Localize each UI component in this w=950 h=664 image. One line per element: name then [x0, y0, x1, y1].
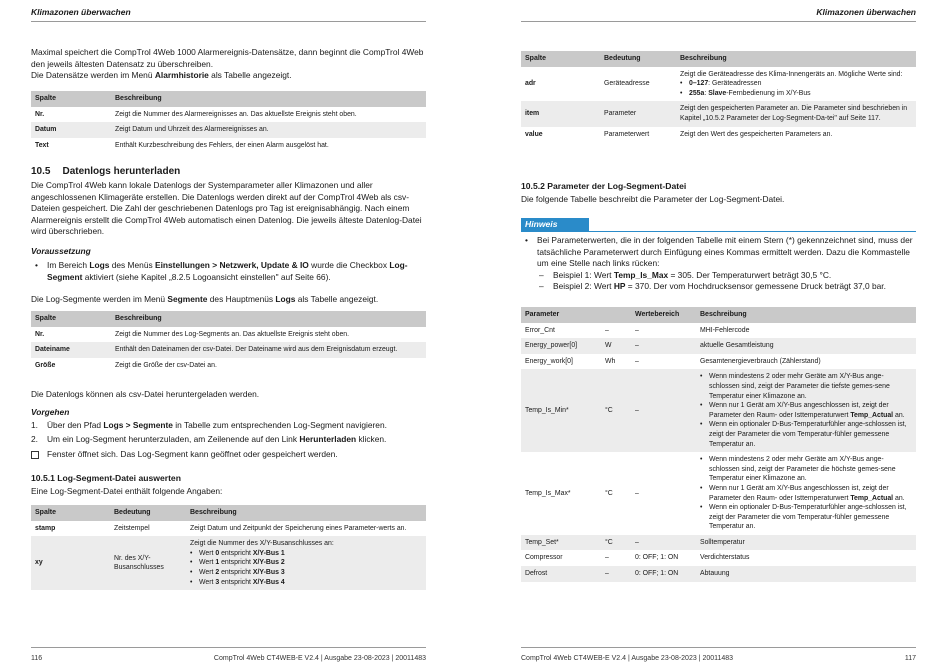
table-cell: °C — [601, 535, 631, 551]
table-cell: Text — [31, 138, 111, 154]
table-cell: Temp_Is_Min* — [521, 369, 601, 452]
table-cell: Verdichterstatus — [696, 550, 916, 566]
table-cell: Energy_work[0] — [521, 354, 601, 370]
table-cell: Enthält Kurzbeschreibung des Fehlers, der einen Alarm ausgelöst hat. — [111, 138, 426, 154]
table-cell: item — [521, 101, 600, 126]
list-item: • Wert 0 entspricht X/Y-Bus 1 — [190, 549, 422, 559]
prerequisite-block — [31, 246, 426, 283]
running-header: Klimazonen überwachen — [31, 7, 131, 17]
table-cell — [696, 369, 916, 452]
log-file-table — [31, 505, 426, 590]
table-cell: Error_Cnt — [521, 323, 601, 339]
list-item: • 255a: Slave-Fernbedienung im X/Y-Bus — [680, 89, 912, 99]
column-header: Bedeutung — [110, 505, 186, 521]
table-cell: – — [631, 354, 696, 370]
table-row — [521, 535, 916, 551]
procedure-step: 1. Über den Pfad Logs > Segmente in Tabelle zum entsprechenden Log-Segment navigieren. — [31, 420, 387, 430]
table-cell: – — [631, 535, 696, 551]
table-cell: Zeigt die Größe der csv-Datei an. — [111, 358, 426, 374]
list-item: • Wenn nur 1 Gerät am X/Y-Bus angeschlossen ist, zeigt der Parameter den Raum- oder Isttemperaturwert Temp_Actual an. — [700, 484, 912, 503]
table-row — [31, 342, 426, 358]
table-row — [31, 138, 426, 154]
intro-menu-paragraph: Die Datensätze werden im Menü Alarmhistorie als Tabelle angezeigt. — [31, 70, 292, 81]
table-cell: Parameterwert — [600, 127, 676, 143]
subsection-10-5-2 — [521, 181, 916, 206]
table-cell: Enthält den Dateinamen der csv-Datei. Der Dateiname wird aus dem Ereignisdatum erzeugt. — [111, 342, 426, 358]
note-example: – Beispiel 1: Wert Temp_Is_Max = 305. Der Temperaturwert beträgt 30,5 °C. — [521, 270, 916, 282]
table-cell: aktuelle Gesamtleistung — [696, 338, 916, 354]
footer-rule — [31, 647, 426, 648]
page-number: 116 — [31, 655, 43, 662]
table-cell: Größe — [31, 358, 111, 374]
table-cell: Zeigt die Nummer des Log-Segments an. Das aktuellste Ereignis steht oben. — [111, 327, 426, 343]
table-row — [31, 536, 426, 590]
intro-block — [31, 47, 426, 82]
note-box — [521, 214, 916, 293]
log-segments-table — [31, 311, 426, 373]
left-page — [31, 0, 426, 664]
table-cell: stamp — [31, 521, 110, 537]
footer-doc-info: CompTrol 4Web CT4WEB-E V2.4 | Ausgabe 23-08-2023 | 20011483 — [213, 655, 426, 662]
footer-rule — [521, 647, 916, 648]
table-cell: Nr. — [31, 327, 111, 343]
table-row — [31, 521, 426, 537]
table-cell: Datum — [31, 122, 111, 138]
table-cell: Zeitstempel — [110, 521, 186, 537]
intro-paragraph: Maximal speichert die CompTrol 4Web 1000 Alarmereignis-Datensätze, dann beginnt die CompTrol 4Web den jeweils ältesten Datensatz zu überschreiben. — [31, 47, 424, 69]
table-row — [521, 323, 916, 339]
table-cell: Defrost — [521, 566, 601, 582]
table-cell: Zeigt die Nummer des X/Y-Busanschlusses an: • Wert 0 entspricht X/Y-Bus 1 • Wert 1 entspricht X/Y-Bus 2 • Wert 2 entspricht X/Y-Bus 3 • Wert 3 entspricht X/Y-Bus 4 — [186, 536, 426, 590]
table-cell: – — [631, 323, 696, 339]
table-cell: Abtauung — [696, 566, 916, 582]
table-cell: – — [601, 323, 631, 339]
table-cell: W — [601, 338, 631, 354]
header-rule — [31, 21, 426, 22]
list-item: • Wenn mindestens 2 oder mehr Geräte am X/Y-Bus ange-schlossen sind, zeigt der Parameter die höchste gemes-sene Temperatur einer Klimazone an. — [700, 455, 912, 484]
table-cell: 0: OFF; 1: ON — [631, 550, 696, 566]
parameter-table — [521, 307, 916, 582]
column-header: Spalte — [31, 505, 110, 521]
table-row — [31, 122, 426, 138]
table-cell: Zeigt den gespeicherten Parameter an. Die Parameter sind beschrieben in Kapitel „10.5.2 Parameter der Log-Segment-Da-tei" auf Seite 117. — [676, 101, 916, 126]
list-item: • Wenn ein optionaler D-Bus-Temperaturfühler ange-schlossen ist, zeigt der Parameter die vom Temperatur-fühler gemessene Temperatur an. — [700, 503, 912, 532]
table-cell: Geräteadresse — [600, 67, 676, 102]
segments-intro: Die Log-Segmente werden im Menü Segmente des Hauptmenüs Logs als Tabelle angezeigt. — [31, 294, 379, 304]
subsection-paragraph: Die folgende Tabelle beschreibt die Parameter der Log-Segment-Datei. — [521, 194, 785, 204]
list-item: • Wert 2 entspricht X/Y-Bus 3 — [190, 568, 422, 578]
table-cell: Zeigt die Geräteadresse des Klima-Innengeräts an. Mögliche Werte sind: • 0–127: Geräteadressen • 255a: Slave-Fernbedienung im X/Y-Bus — [676, 67, 916, 102]
section-10-5 — [31, 166, 426, 238]
note-example: – Beispiel 2: Wert HP = 370. Der vom Hochdrucksensor gemessene Druck beträgt 37,0 bar. — [521, 281, 916, 293]
prerequisite-heading: Voraussetzung — [31, 246, 91, 256]
running-header: Klimazonen überwachen — [816, 7, 916, 17]
table-row — [521, 67, 916, 102]
procedure-heading: Vorgehen — [31, 407, 70, 417]
table-cell: Compressor — [521, 550, 601, 566]
section-paragraph: Die CompTrol 4Web kann lokale Datenlogs der Systemparameter aller Klimazonen und aller angeschlossenen Klimageräte erstellen. Die Datenlogs werden direkt auf der CompTrol 4Web als csv-Dateien gespeichert. Die Zahl der geschriebenen Datenlogs pro Tag ist ereignisabhängig. Nach einem Alarmereignis erstellt die CompTrol 4Web automatisch einen Datenlog. Die jeweils älteste Datenlog-Datei wird überschrieben. — [31, 180, 422, 237]
subsection-paragraph: Eine Log-Segment-Datei enthält folgende Angaben: — [31, 486, 223, 496]
table-cell: °C — [601, 452, 631, 535]
list-item: • Wenn ein optionaler D-Bus-Temperaturfühler ange-schlossen ist, zeigt der Parameter die vom Temperatur-fühler gemessene Temperatur an. — [700, 420, 912, 449]
page-number: 117 — [904, 655, 916, 662]
table-row — [521, 550, 916, 566]
note-text: • Bei Parameterwerten, die in der folgenden Tabelle mit einem Stern (*) gekennzeichnet sind, muss der tatsächliche Parameterwert durch Einfügung eines Kommas ermittelt werden. Dazu die Kommastelle um eine Stelle nach links rücken: — [521, 235, 916, 270]
table-row — [31, 107, 426, 123]
table-row — [521, 101, 916, 126]
footer-doc-info: CompTrol 4Web CT4WEB-E V2.4 | Ausgabe 23-08-2023 | 20011483 — [521, 655, 734, 662]
table-row — [31, 327, 426, 343]
table-cell: value — [521, 127, 600, 143]
table-cell: Temp_Is_Max* — [521, 452, 601, 535]
log-file-table-continued — [521, 51, 916, 142]
table-cell: Nr. des X/Y-Busanschlusses — [110, 536, 186, 590]
checkbox-icon — [31, 451, 39, 459]
section-heading: 10.5 Datenlogs herunterladen — [31, 166, 181, 177]
table-cell: – — [601, 550, 631, 566]
column-header: Beschreibung — [696, 307, 916, 323]
procedure-result: Fenster öffnet sich. Das Log-Segment kann geöffnet oder gespeichert werden. — [31, 449, 426, 461]
table-cell: Zeigt Datum und Zeitpunkt der Speicherung eines Parameter-werts an. — [186, 521, 426, 537]
table-cell: Zeigt den Wert des gespeicherten Parameters an. — [676, 127, 916, 143]
table-cell: – — [601, 566, 631, 582]
table-cell: Wh — [601, 354, 631, 370]
list-item: • Wenn mindestens 2 oder mehr Geräte am X/Y-Bus ange-schlossen sind, zeigt der Parameter die tiefste gemes-sene Temperatur einer Klimazone an. — [700, 372, 912, 401]
prerequisite-item: • Im Bereich Logs des Menüs Einstellungen > Netzwerk, Update & IO wurde die Checkbox Log-Segment aktiviert (siehe Kapitel „8.2.5 Logoansicht einstellen" auf Seite 66). — [31, 260, 426, 283]
table-row — [31, 358, 426, 374]
procedure-step: 2. Um ein Log-Segment herunterzuladen, am Zeilenende auf den Link Herunterladen klicken. — [31, 433, 387, 444]
column-header: Spalte — [31, 91, 111, 107]
table-cell: – — [631, 369, 696, 452]
column-header: Beschreibung — [111, 91, 426, 107]
table-row — [521, 354, 916, 370]
table-cell: Energy_power[0] — [521, 338, 601, 354]
download-paragraph: Die Datenlogs können als csv-Datei heruntergeladen werden. — [31, 389, 260, 399]
table-cell: Solltemperatur — [696, 535, 916, 551]
table-cell: Dateiname — [31, 342, 111, 358]
table-cell: Gesamtenergieverbrauch (Zählerstand) — [696, 354, 916, 370]
table-cell: xy — [31, 536, 110, 590]
table-cell: MHI-Fehlercode — [696, 323, 916, 339]
table-row — [521, 338, 916, 354]
column-header: Wertebereich — [631, 307, 696, 323]
table-cell: Zeigt Datum und Uhrzeit des Alarmereignisses an. — [111, 122, 426, 138]
table-cell — [696, 452, 916, 535]
table-row — [521, 369, 916, 452]
column-header: Bedeutung — [600, 51, 676, 67]
column-header: Spalte — [31, 311, 111, 327]
list-item: • Wert 3 entspricht X/Y-Bus 4 — [190, 578, 422, 588]
column-header: Spalte — [521, 51, 600, 67]
subsection-10-5-1 — [31, 473, 426, 498]
procedure-block — [31, 407, 426, 461]
column-header: Beschreibung — [186, 505, 426, 521]
table-cell: Nr. — [31, 107, 111, 123]
list-item: • 0–127: Geräteadressen — [680, 79, 912, 89]
table-cell: 0: OFF; 1: ON — [631, 566, 696, 582]
column-header — [601, 307, 631, 323]
table-row — [521, 566, 916, 582]
list-item: • Wenn nur 1 Gerät am X/Y-Bus angeschlossen ist, zeigt der Parameter den Raum- oder Isttemperaturwert Temp_Actual an. — [700, 401, 912, 420]
column-header: Parameter — [521, 307, 601, 323]
table-cell: – — [631, 338, 696, 354]
column-header: Beschreibung — [111, 311, 426, 327]
right-page — [521, 0, 916, 664]
header-rule — [521, 21, 916, 22]
table-cell: Parameter — [600, 101, 676, 126]
table-cell: adr — [521, 67, 600, 102]
subsection-heading: 10.5.1 Log-Segment-Datei auswerten — [31, 473, 181, 483]
table-cell: Zeigt die Nummer des Alarmereignisses an. Das aktuellste Ereignis steht oben. — [111, 107, 426, 123]
note-title: Hinweis — [521, 218, 589, 231]
subsection-heading: 10.5.2 Parameter der Log-Segment-Datei — [521, 181, 687, 191]
table-cell: °C — [601, 369, 631, 452]
table-row — [521, 127, 916, 143]
column-header: Beschreibung — [676, 51, 916, 67]
note-rule — [521, 231, 916, 232]
table-cell: – — [631, 452, 696, 535]
alarm-history-table — [31, 91, 426, 153]
table-cell: Temp_Set* — [521, 535, 601, 551]
list-item: • Wert 1 entspricht X/Y-Bus 2 — [190, 558, 422, 568]
table-row — [521, 452, 916, 535]
